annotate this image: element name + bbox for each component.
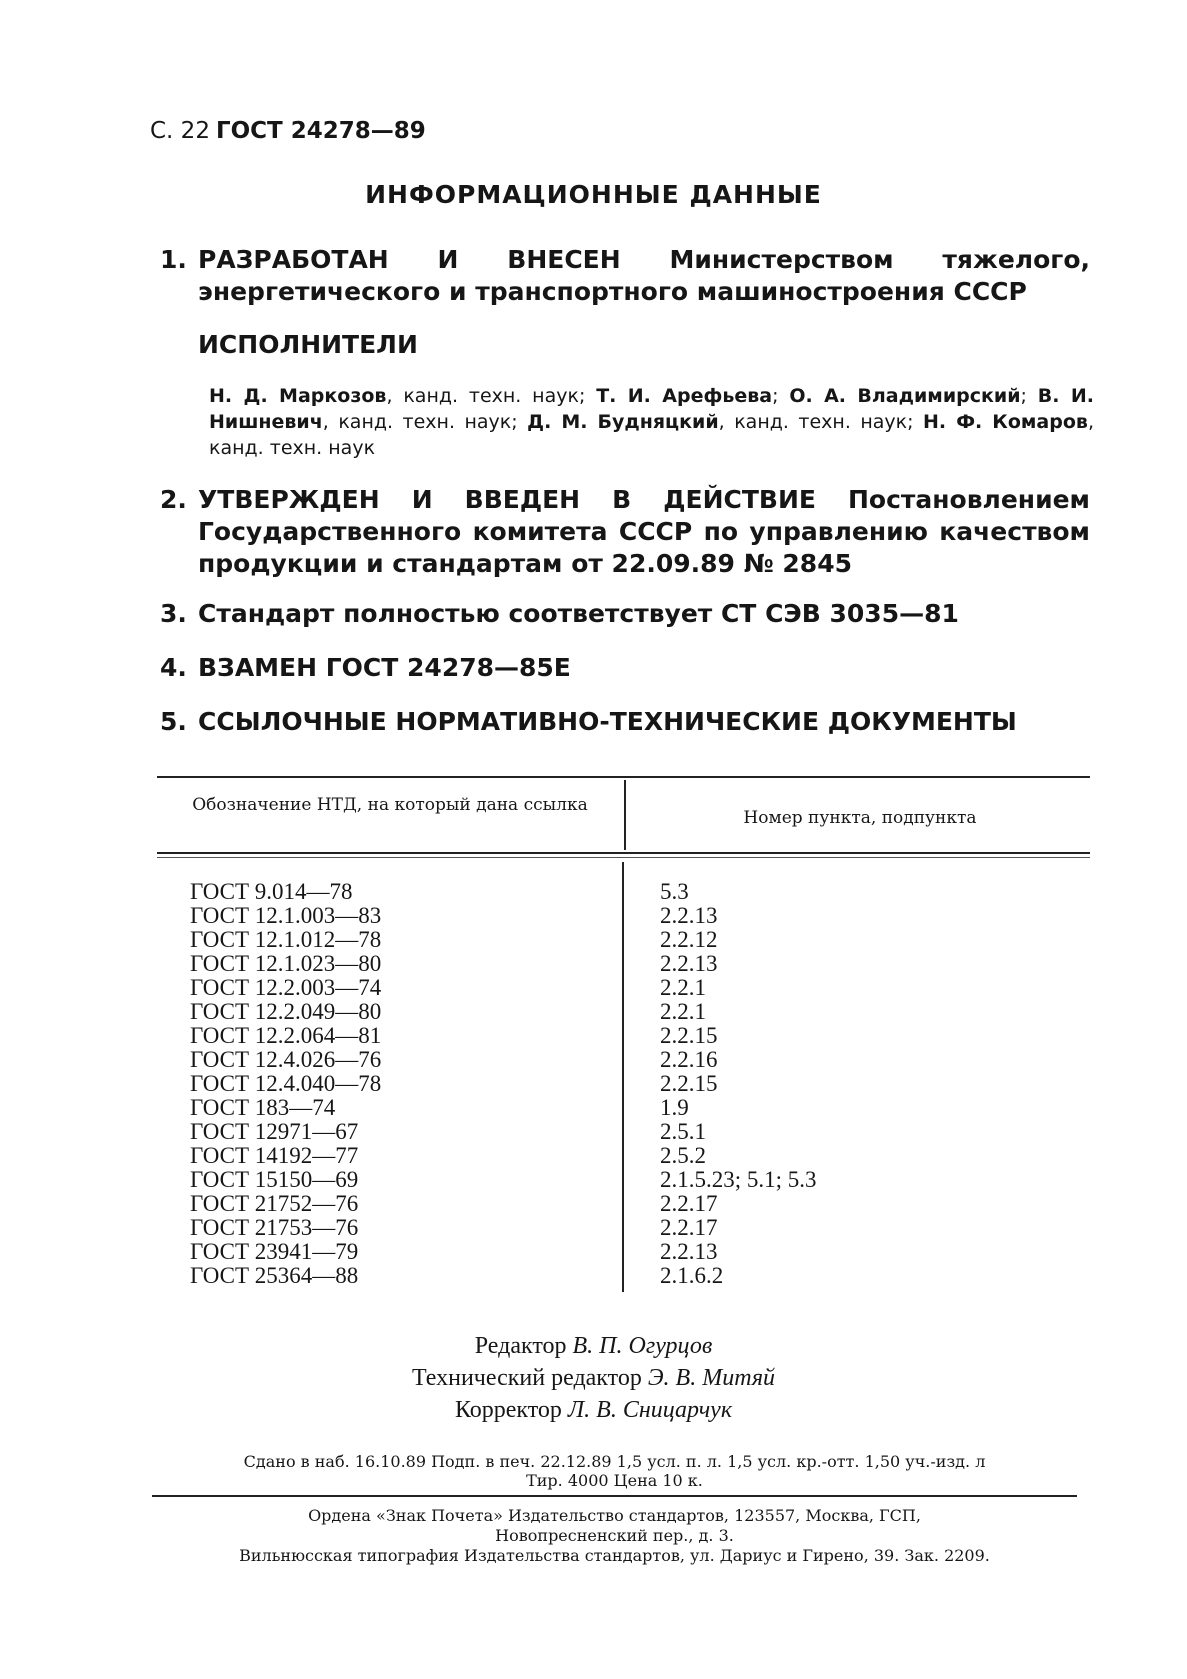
table-cell-ref: ГОСТ 12.2.003—74 [190, 975, 382, 1000]
performer-degree: ; [772, 385, 790, 407]
table-cell-ref: ГОСТ 12.1.003—83 [190, 903, 382, 928]
table-header-clause: Номер пункта, подпункта [743, 808, 977, 828]
table-cell-point: 2.2.17 [660, 1191, 718, 1216]
item-number: 2. [160, 485, 187, 514]
performer-degree: , канд. техн. наук; [386, 385, 597, 407]
publisher-line: Новопресненский пер., д. 3. [495, 1526, 734, 1545]
table-cell-point: 2.2.13 [660, 903, 718, 928]
performer-name: О. А. Владимирский [789, 385, 1021, 407]
table-cell-ref: ГОСТ 23941—79 [190, 1239, 359, 1264]
item-number: 5. [160, 707, 187, 736]
editor-label: Редактор [474, 1333, 567, 1359]
table-cell-point: 2.2.13 [660, 1239, 718, 1264]
item-text: ССЫЛОЧНЫЕ НОРМАТИВНО-ТЕХНИЧЕСКИЕ ДОКУМЕНТЫ [198, 707, 1017, 736]
table-cell-ref: ГОСТ 21753—76 [190, 1215, 359, 1240]
table-cell-point: 2.2.12 [660, 927, 718, 952]
table-top-rule [157, 776, 1090, 778]
table-cell-ref: ГОСТ 12.1.023—80 [190, 951, 382, 976]
table-cell-ref: ГОСТ 21752—76 [190, 1191, 359, 1216]
table-cell-ref: ГОСТ 12.4.026—76 [190, 1047, 382, 1072]
imprint-line: Сдано в наб. 16.10.89 Подп. в печ. 22.12.89 1,5 усл. п. л. 1,5 усл. кр.-отт. 1,50 уч.-изд. л [243, 1452, 986, 1471]
item-text: УТВЕРЖДЕН И ВВЕДЕН В ДЕЙСТВИЕ Постановлением Государственного комитета СССР по управлению качеством продукции и стандартам от 22.09.89 № 2845 [198, 485, 1090, 578]
publisher-line: Вильнюсская типография Издательства стандартов, ул. Дариус и Гирено, 39. Зак. 2209. [239, 1546, 990, 1565]
table-header-rule [157, 852, 1090, 854]
imprint-line: Тир. 4000 Цена 10 к. [526, 1471, 703, 1490]
item-number: 1. [160, 245, 187, 274]
table-cell-point: 2.2.16 [660, 1047, 718, 1072]
performer-name: Д. М. Будняцкий [527, 411, 719, 433]
performers-heading: ИСПОЛНИТЕЛИ [198, 330, 418, 359]
table-cell-ref: ГОСТ 25364—88 [190, 1263, 359, 1288]
table-cell-point: 2.2.15 [660, 1071, 718, 1096]
table-cell-ref: ГОСТ 12.2.049—80 [190, 999, 382, 1024]
item-number: 4. [160, 653, 187, 682]
tech-editor-name: Э. В. Митяй [647, 1365, 775, 1391]
page-title: ИНФОРМАЦИОННЫЕ ДАННЫЕ [365, 180, 822, 209]
imprint-rule [152, 1495, 1077, 1497]
corrector-line [0, 1394, 1187, 1426]
publisher-line: Ордена «Знак Почета» Издательство стандартов, 123557, Москва, ГСП, [308, 1506, 921, 1525]
table-cell-ref: ГОСТ 12971—67 [190, 1119, 359, 1144]
performer-name: Н. Д. Маркозов [209, 385, 387, 407]
item-number: 3. [160, 599, 187, 628]
page-header [150, 118, 426, 144]
tech-editor-line [0, 1362, 1187, 1394]
table-column-clause [660, 880, 817, 1288]
table-cell-point: 2.5.2 [660, 1143, 706, 1168]
table-header-designation: Обозначение НТД, на который дана ссылка [192, 795, 588, 815]
page-number: С. 22 [150, 118, 210, 144]
corrector-name: Л. В. Сницарчук [567, 1397, 733, 1423]
table-cell-point: 5.3 [660, 879, 689, 904]
editor-line [0, 1330, 1187, 1362]
table-cell-point: 2.2.1 [660, 999, 706, 1024]
performer-degree: , канд. техн. наук; [718, 411, 924, 433]
table-cell-ref: ГОСТ 15150—69 [190, 1167, 359, 1192]
publisher-info [152, 1506, 1077, 1566]
corrector-label: Корректор [454, 1397, 562, 1423]
performer-name: В. И. Нишневич [209, 385, 1094, 433]
table-cell-ref: ГОСТ 14192—77 [190, 1143, 359, 1168]
table-cell-ref: ГОСТ 9.014—78 [190, 879, 353, 904]
table-cell-ref: ГОСТ 183—74 [190, 1095, 336, 1120]
editor-name: В. П. Огурцов [572, 1333, 713, 1359]
performers-list [209, 383, 1094, 461]
performer-degree: , канд. техн. наук; [322, 411, 528, 433]
item-text: ВЗАМЕН ГОСТ 24278—85Е [198, 653, 571, 682]
table-cell-point: 2.2.1 [660, 975, 706, 1000]
table-column-designation [190, 880, 381, 1288]
table-cell-point: 2.1.5.23; 5.1; 5.3 [660, 1167, 817, 1192]
table-body-divider [622, 862, 624, 1292]
performer-name: Н. Ф. Комаров [923, 411, 1088, 433]
editorial-credits [0, 1330, 1187, 1426]
table-cell-point: 2.2.17 [660, 1215, 718, 1240]
table-cell-ref: ГОСТ 12.2.064—81 [190, 1023, 382, 1048]
table-header-rule-double [157, 857, 1090, 858]
table-cell-point: 2.5.1 [660, 1119, 706, 1144]
table-cell-point: 1.9 [660, 1095, 689, 1120]
table-cell-ref: ГОСТ 12.4.040—78 [190, 1071, 382, 1096]
standard-code: ГОСТ 24278—89 [215, 118, 426, 144]
table-cell-ref: ГОСТ 12.1.012—78 [190, 927, 382, 952]
print-imprint [152, 1452, 1077, 1490]
item-text: Стандарт полностью соответствует СТ СЭВ 3035—81 [198, 599, 959, 628]
table-header-divider [624, 780, 626, 850]
table-cell-point: 2.2.13 [660, 951, 718, 976]
item-text: РАЗРАБОТАН И ВНЕСЕН Министерством тяжелого, энергетического и транспортного машиностроения СССР [198, 245, 1090, 306]
performer-name: Т. И. Арефьева [596, 385, 773, 407]
performer-degree: ; [1020, 385, 1038, 407]
table-cell-point: 2.2.15 [660, 1023, 718, 1048]
tech-editor-label: Технический редактор [412, 1365, 642, 1391]
performer-degree: , канд. техн. наук [209, 411, 1094, 459]
table-cell-point: 2.1.6.2 [660, 1263, 724, 1288]
